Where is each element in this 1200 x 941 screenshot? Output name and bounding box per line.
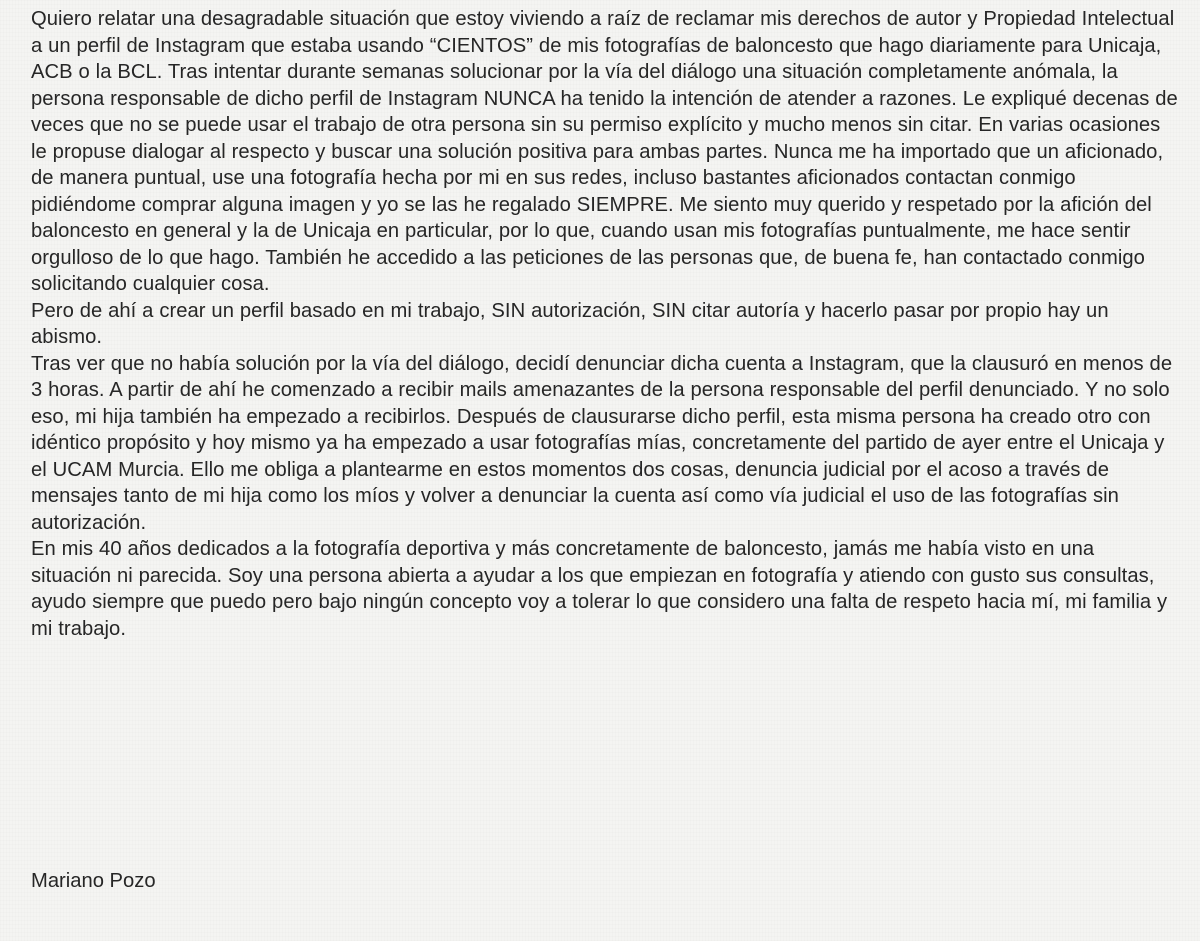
paragraph-threats-and-legal-action: Tras ver que no había solución por la vía del diálogo, decidí denunciar dicha cuenta a Instagram, que la clausuró en menos de 3 horas. A partir de ahí he comenzado a recibir mails amenazantes de la persona responsable del perfil denunciado. Y no solo eso, mi hija también ha empezado a recibirlos. Después de clausurarse dicho perfil, esta misma persona ha creado otro con idéntico propósito y hoy mismo ya ha empezado a usar fotografías mías, concretamente del partido de ayer entre el Unicaja y el UCAM Murcia. Ello me obliga a plantearme en estos momentos dos cosas, denuncia judicial por el acoso a través de mensajes tanto de mi hija como los míos y volver a denunciar la cuenta así como vía judicial el uso de las fotografías sin autorización. [31,352,1173,534]
paragraph-closing-statement: En mis 40 años dedicados a la fotografía deportiva y más concretamente de baloncesto, jamás me había visto en una situación ni parecida. Soy una persona abierta a ayudar a los que empiezan en fotografía y atiendo con gusto sus consultas, ayudo siempre que puedo pero bajo ningún concepto voy a tolerar lo que considero una falta de respeto hacia mí, mi familia y mi trabajo. [31,538,1168,640]
paragraph-unauthorized-profile: Pero de ahí a crear un perfil basado en mi trabajo, SIN autorización, SIN citar autoría y hacerlo pasar por propio hay un abismo. [31,299,1109,348]
paragraph-copyright-complaint: Quiero relatar una desagradable situación que estoy viviendo a raíz de reclamar mis derechos de autor y Propiedad Intelectual a un perfil de Instagram que estaba usando “CIENTOS” de mis fotografías de baloncesto que hago diariamente para Unicaja, ACB o la BCL. Tras intentar durante semanas solucionar por la vía del diálogo una situación completamente anómala, la persona responsable de dicho perfil de Instagram NUNCA ha tenido la intención de atender a razones. Le expliqué decenas de veces que no se puede usar el trabajo de otra persona sin su permiso explícito y mucho menos sin citar. En varias ocasiones le propuse dialogar al respecto y buscar una solución positiva para ambas partes. Nunca me ha importado que un aficionado, de manera puntual, use una fotografía hecha por mi en sus redes, incluso bastantes aficionados contactan conmigo pidiéndome comprar alguna imagen y yo se las he regalado SIEMPRE. Me siento muy querido y respetado por la afición del baloncesto en general y la de Unicaja en particular, por lo que, cuando usan mis fotografías puntualmente, me hace sentir orgulloso de lo que hago. También he accedido a las peticiones de las personas que, de buena fe, han contactado conmigo solicitando cualquier cosa. [31,8,1178,295]
signature: Mariano Pozo [31,870,156,892]
letter-body [31,6,1180,642]
